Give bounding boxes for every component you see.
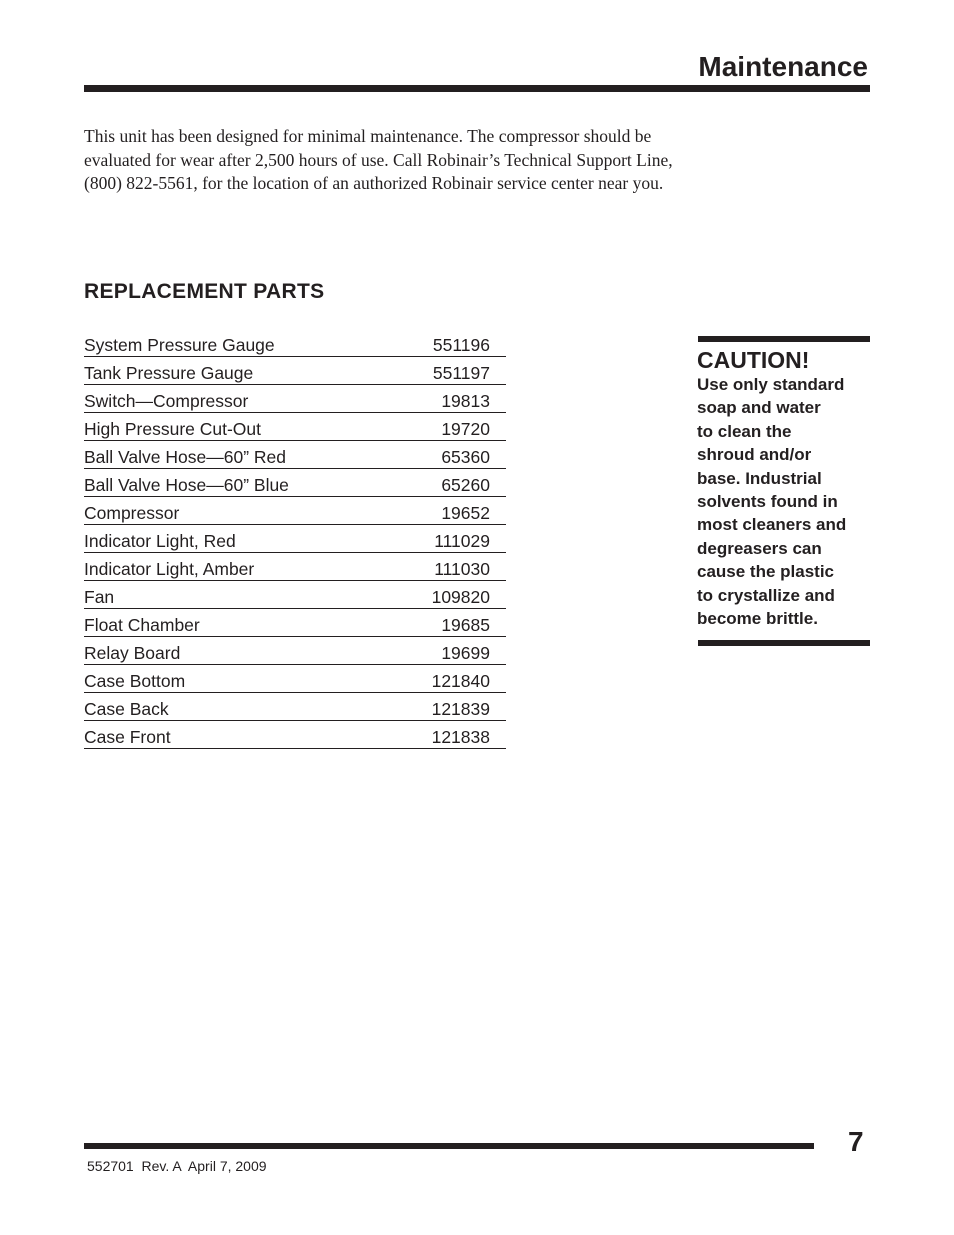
part-number: 19652 — [441, 503, 490, 523]
table-row — [84, 385, 506, 413]
caution-line: most cleaners and — [697, 515, 847, 535]
table-row — [84, 441, 506, 469]
table-row — [84, 637, 506, 665]
part-name: Case Bottom — [84, 671, 186, 691]
caution-line: degreasers can — [697, 538, 822, 558]
part-name: System Pressure Gauge — [84, 335, 275, 355]
page-title: Maintenance — [698, 51, 868, 82]
title-rule — [84, 85, 870, 92]
part-number: 19813 — [441, 391, 490, 411]
table-row — [84, 581, 506, 609]
table-row — [84, 413, 506, 441]
part-name: Tank Pressure Gauge — [84, 363, 254, 383]
part-number: 121840 — [431, 671, 490, 691]
table-row — [84, 357, 506, 385]
footer-doc-info: 552701 Rev. A April 7, 2009 — [87, 1158, 267, 1174]
part-name: Fan — [84, 587, 115, 607]
part-number: 111030 — [434, 559, 490, 579]
part-name: Compressor — [84, 503, 180, 523]
part-number: 65360 — [441, 447, 490, 467]
parts-table — [84, 329, 506, 749]
replacement-parts-heading: REPLACEMENT PARTS — [84, 280, 325, 303]
caution-text — [697, 373, 869, 630]
caution-line: base. Industrial — [697, 468, 822, 488]
footer-rule — [84, 1143, 814, 1149]
part-number: 65260 — [441, 475, 490, 495]
part-name: Indicator Light, Red — [84, 531, 236, 551]
caution-line: to crystallize and — [697, 585, 835, 605]
part-name: Relay Board — [84, 643, 181, 663]
table-row — [84, 525, 506, 553]
part-name: Float Chamber — [84, 615, 200, 635]
caution-top-rule — [698, 336, 870, 342]
part-number: 109820 — [431, 587, 490, 607]
table-row — [84, 553, 506, 581]
part-number: 121838 — [431, 727, 490, 747]
caution-line: soap and water — [697, 398, 821, 418]
caution-line: Use only standard — [697, 375, 845, 394]
caution-line: shroud and/or — [697, 445, 812, 465]
part-number: 19720 — [441, 419, 490, 439]
caution-line: solvents found in — [697, 492, 838, 512]
table-row — [84, 609, 506, 637]
caution-title: CAUTION! — [697, 347, 810, 373]
part-name: Case Front — [84, 727, 171, 747]
intro-paragraph: This unit has been designed for minimal maintenance. The compressor should be evaluated for wear after 2,500 hours of use. Call Robinair’s Technical Support Line, (800) 822-5561, for the location of an authorized Robinair service center near you. — [84, 126, 673, 194]
part-name: Ball Valve Hose—60” Blue — [84, 475, 289, 495]
part-name: Indicator Light, Amber — [84, 559, 255, 579]
part-name: High Pressure Cut-Out — [84, 419, 262, 439]
table-row — [84, 329, 506, 357]
part-number: 551197 — [432, 363, 490, 383]
part-number: 19685 — [441, 615, 490, 635]
caution-line: become brittle. — [697, 609, 818, 629]
table-row — [84, 469, 506, 497]
table-row — [84, 721, 506, 749]
part-name: Switch—Compressor — [84, 391, 249, 411]
table-row — [84, 665, 506, 693]
caution-bottom-rule — [698, 640, 870, 646]
part-number: 551196 — [432, 335, 490, 355]
caution-line: to clean the — [697, 421, 792, 441]
table-row — [84, 693, 506, 721]
part-number: 121839 — [431, 699, 490, 719]
part-number: 111029 — [434, 531, 490, 551]
table-row — [84, 497, 506, 525]
caution-line: cause the plastic — [697, 562, 835, 582]
part-number: 19699 — [441, 643, 490, 663]
part-name: Ball Valve Hose—60” Red — [84, 447, 286, 467]
part-name: Case Back — [84, 699, 169, 719]
page-number: 7 — [848, 1126, 864, 1157]
